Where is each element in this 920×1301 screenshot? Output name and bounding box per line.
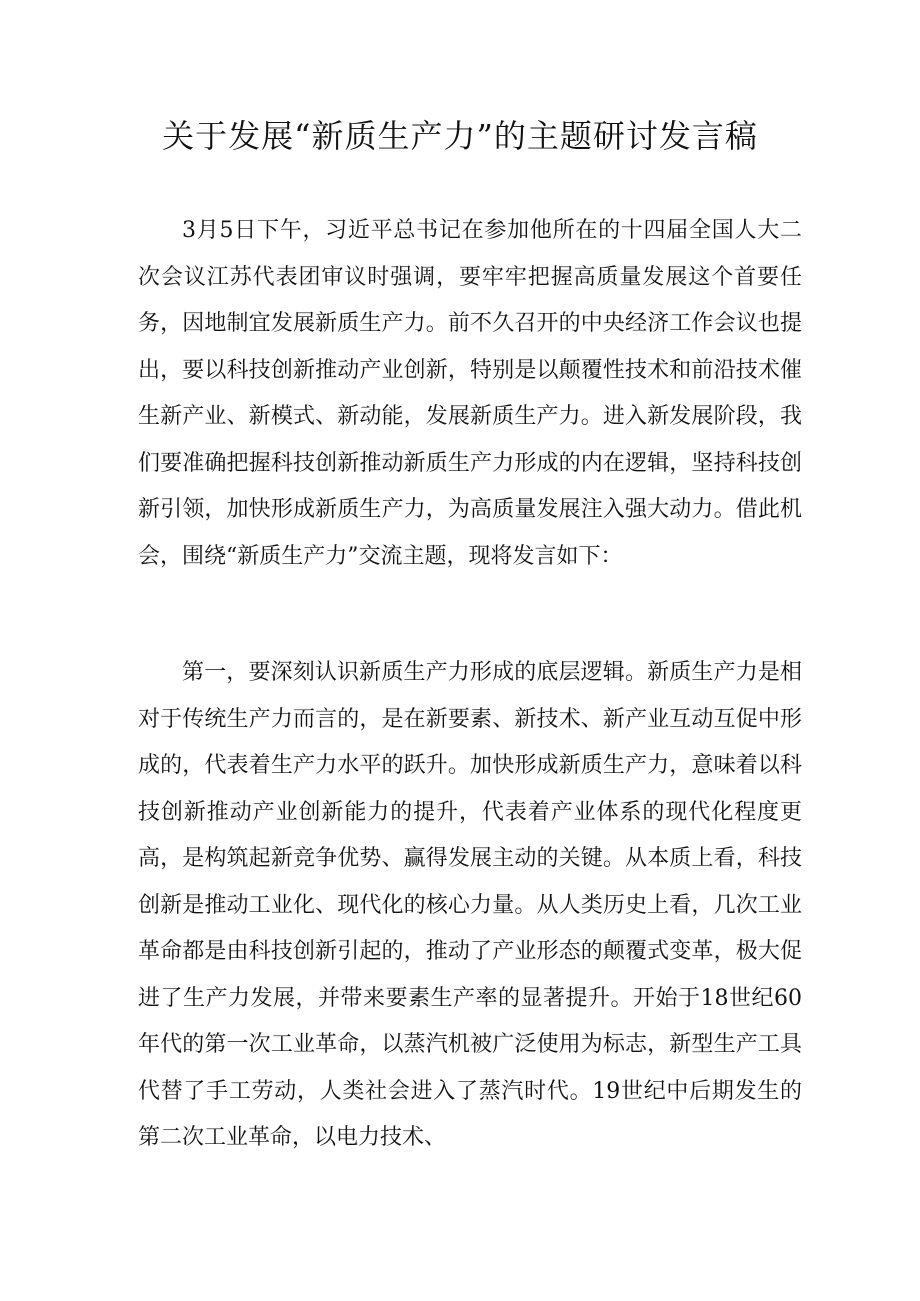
document-title: 关于发展“新质生产力”的主题研讨发言稿: [162, 117, 758, 155]
paragraph-first-point: 第一，要深刻认识新质生产力形成的底层逻辑。新质生产力是相对于传统生产力而言的，是在新要素、新技术、新产业互动互促中形成的，代表着生产力水平的跃升。加快形成新质生产力，意味着以科技创新推动产业创新能力的提升，代表着产业体系的现代化程度更高，是构筑起新竞争优势、赢得发展主动的关键。从本质上看，科技创新是推动工业化、现代化的核心力量。从人类历史上看，几次工业革命都是由科技创新引起的，推动了产业形态的颠覆式变革，极大促进了生产力发展，并带来要素生产率的显著提升。开始于18世纪60年代的第一次工业革命，以蒸汽机被广泛使用为标志，新型生产工具代替了手工劳动，人类社会进入了蒸汽时代。19世纪中后期发生的第二次工业革命，以电力技术、: [138, 660, 802, 1150]
paragraph-intro: 3月5日下午，习近平总书记在参加他所在的十四届全国人大二次会议江苏代表团审议时强调，要牢牢把握高质量发展这个首要任务，因地制宜发展新质生产力。前不久召开的中央经济工作会议也提出，要以科技创新推动产业创新，特别是以颠覆性技术和前沿技术催生新产业、新模式、新动能，发展新质生产力。进入新发展阶段，我们要准确把握科技创新推动新质生产力形成的内在逻辑，坚持科技创新引领，加快形成新质生产力，为高质量发展注入强大动力。借此机会，围绕“新质生产力”交流主题，现将发言如下：: [138, 218, 802, 569]
